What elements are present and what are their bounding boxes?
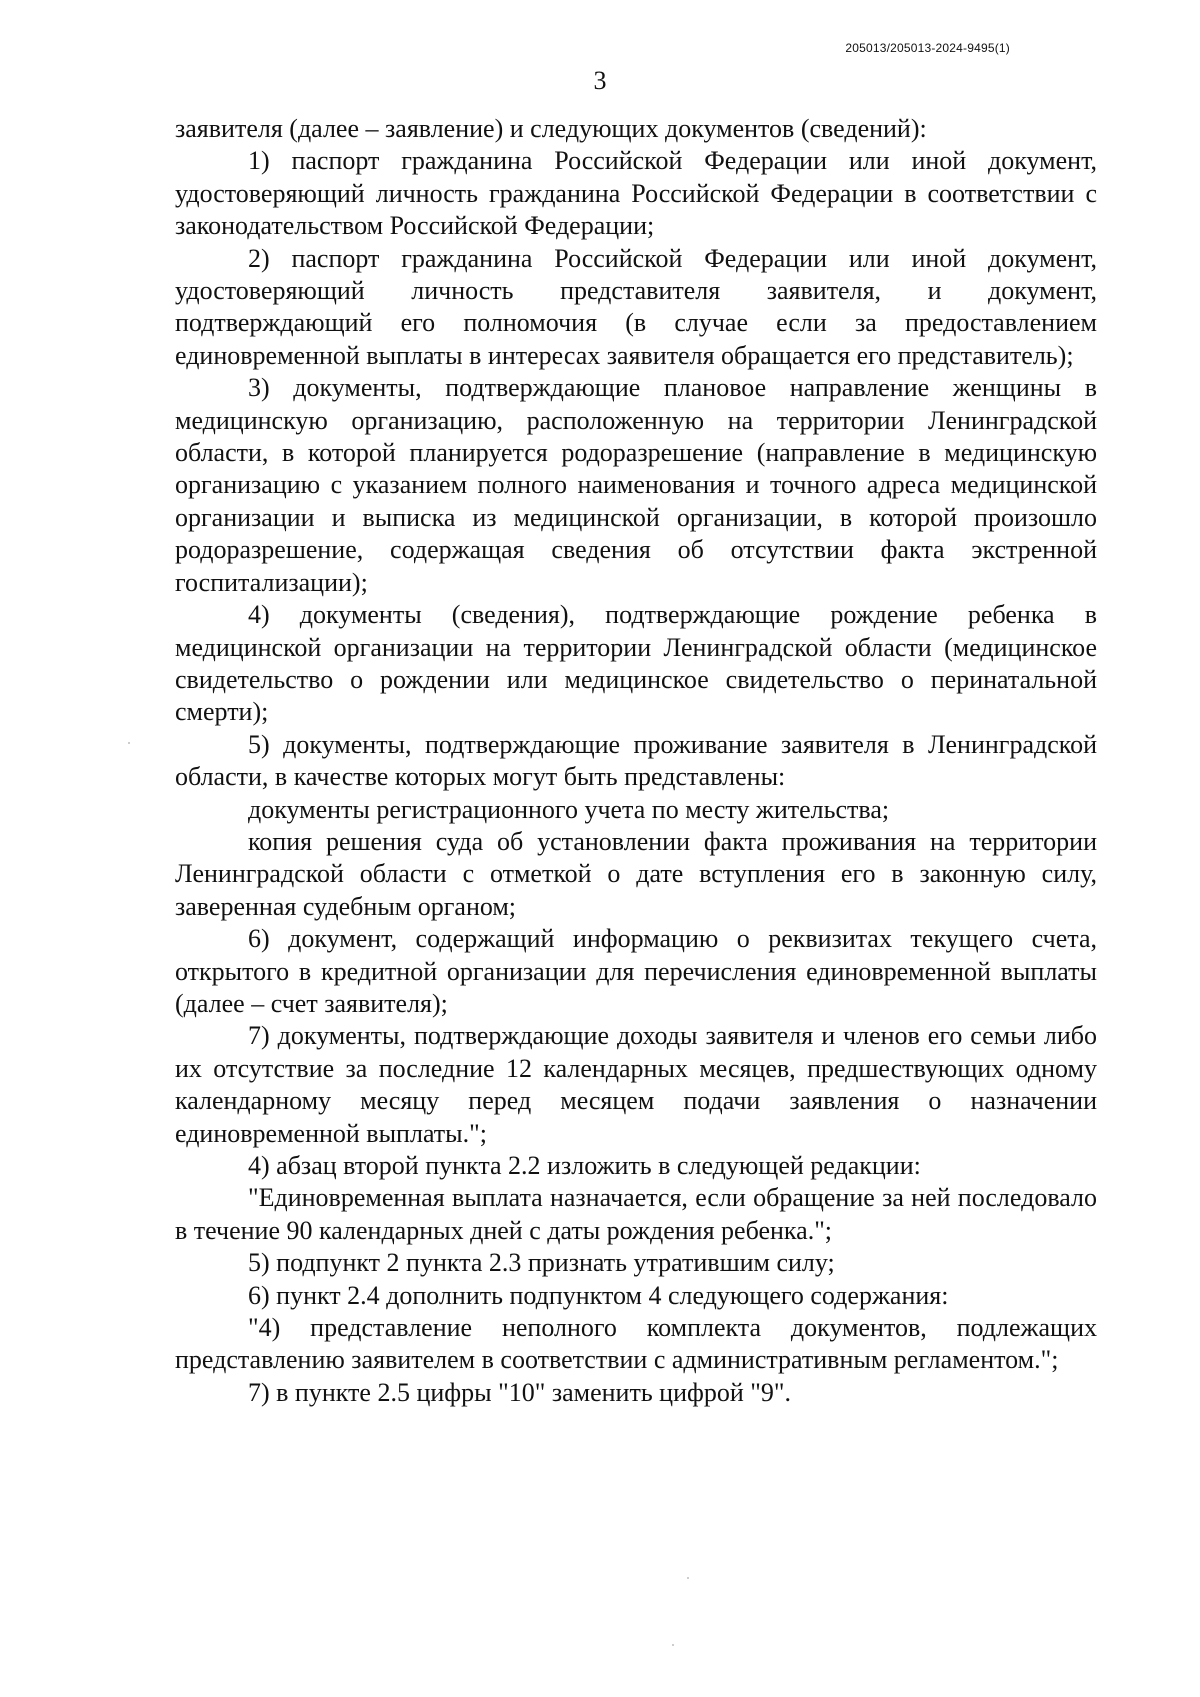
paragraph-item-2: 2) паспорт гражданина Российской Федерации или иной документ, удостоверяющий личность представителя заявителя, и документ, подтверждающий его полномочия (в случае если за предоставлением единовременной выплаты в интересах заявителя обращается его представитель); [175,243,1097,370]
paragraph-amendment-4-text: "Единовременная выплата назначается, если обращение за ней последовало в течение 90 календарных дней с даты рождения ребенка."; [175,1183,1097,1245]
paragraph-item-6: 6) документ, содержащий информацию о реквизитах текущего счета, открытого в кредитной организации для перечисления единовременной выплаты (далее – счет заявителя); [175,924,1097,1018]
scan-speck [687,1577,689,1579]
paragraph-item-5: 5) документы, подтверждающие проживание заявителя в Ленинградской области, в качестве которых могут быть представлены: [175,729,1097,792]
scan-speck [128,742,130,744]
scan-speck [672,1644,674,1646]
paragraph-item-7: 7) документы, подтверждающие доходы заявителя и членов его семьи либо их отсутствие за последние 12 календарных месяцев, предшествующих одному календарному месяцу перед месяцем подачи заявления о назначении единовременной выплаты."; [175,1021,1097,1148]
paragraph-court-decision: копия решения суда об установлении факта проживания на территории Ленинградской области с отметкой о дате вступления его в законную силу, заверенная судебным органом; [175,826,1097,921]
page-number: 3 [593,66,607,95]
paragraph-item-1: 1) паспорт гражданина Российской Федерации или иной документ, удостоверяющий личность гражданина Российской Федерации в соответствии с законодательством Российской Федерации; [175,146,1097,241]
paragraph-amendment-4: 4) абзац второй пункта 2.2 изложить в следующей редакции: [248,1151,921,1180]
paragraph-amendment-7: 7) в пункте 2.5 цифры "10" заменить цифрой "9". [248,1377,791,1407]
paragraph-amendment-6-text: "4) представление неполного комплекта документов, подлежащих представлению заявителем в соответствии с административным регламентом."; [175,1313,1097,1375]
paragraph-registration-docs: документы регистрационного учета по месту жительства; [248,794,890,824]
document-body [175,113,1097,1409]
paragraph-amendment-5: 5) подпункт 2 пункта 2.3 признать утратившим силу; [248,1248,835,1278]
paragraph-item-3: 3) документы, подтверждающие плановое направление женщины в медицинскую организацию, расположенную на территории Ленинградской области, в которой планируется родоразрешение (направление в медицинскую организацию с указанием полного наименования и точного адреса медицинской организации и выписка из медицинской организации, в которой произошло родоразрешение, содержащая сведения об отсутствии факта экстренной госпитализации); [175,373,1097,597]
document-id: 205013/205013-2024-9495(1) [845,41,1010,55]
paragraph-amendment-6: 6) пункт 2.4 дополнить подпунктом 4 следующего содержания: [248,1280,949,1310]
paragraph-intro: заявителя (далее – заявление) и следующих документов (сведений): [175,114,927,143]
paragraph-item-4: 4) документы (сведения), подтверждающие рождение ребенка в медицинской организации на территории Ленинградской области (медицинское свидетельство о рождении или медицинское свидетельство о перинатальной смерти); [175,600,1097,727]
